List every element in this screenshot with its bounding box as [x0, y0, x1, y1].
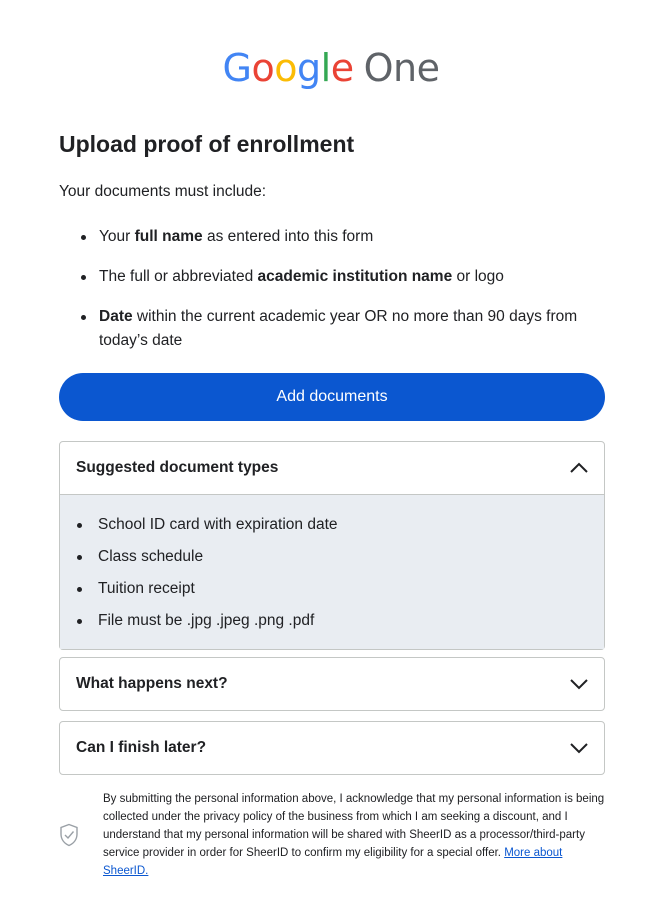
accordion-can-i-finish-later [59, 721, 605, 775]
logo-letter-o1: o [251, 46, 275, 90]
intro-text: Your documents must include: [59, 183, 267, 200]
accordion-title: Suggested document types [76, 459, 279, 476]
list-item: Tuition receipt [76, 573, 588, 605]
logo-letter-l: l [320, 46, 331, 90]
logo-letter-e: e [330, 46, 354, 90]
page-title: Upload proof of enrollment [59, 131, 355, 157]
consent-text: By submitting the personal information above, I acknowledge that my personal information is being collected under the privacy policy of the business from which I am seeking a discount, and I understand that my personal information will be shared with SheerID as a processor/third-party service provider in order for SheerID to confirm my eligibility for a special offer. More about SheerID. [103, 793, 605, 877]
consent-notice [59, 790, 605, 880]
accordion-title: What happens next? [76, 675, 228, 692]
more-about-sheerid-link[interactable]: More about SheerID. [103, 847, 563, 877]
accordion-what-happens-next [59, 657, 605, 711]
chevron-down-icon[interactable] [568, 673, 590, 695]
shield-check-icon [59, 790, 103, 880]
requirements-list [59, 225, 611, 369]
accordion-header-what-happens-next[interactable] [60, 658, 604, 710]
requirement-full-name: Your full name as entered into this form [59, 225, 611, 249]
logo-product-name: One [363, 46, 440, 90]
requirement-institution-name: The full or abbreviated academic institution name or logo [59, 265, 611, 289]
logo-letter-g: G [222, 46, 252, 90]
list-item: Class schedule [76, 541, 588, 573]
add-documents-button[interactable]: Add documents [59, 373, 605, 421]
chevron-up-icon[interactable] [568, 457, 590, 479]
document-types-list [76, 509, 588, 637]
requirement-date: Date within the current academic year OR no more than 90 days from today’s date [59, 305, 611, 353]
accordion-header-suggested-document-types[interactable] [60, 442, 604, 494]
logo-letter-g2: g [297, 46, 321, 90]
accordion-body [60, 494, 604, 649]
logo-letter-o2: o [274, 46, 297, 90]
accordion-header-can-i-finish-later[interactable] [60, 722, 604, 774]
list-item: School ID card with expiration date [76, 509, 588, 541]
accordion-title: Can I finish later? [76, 739, 207, 756]
google-one-logo [0, 44, 662, 92]
accordion-suggested-document-types [59, 441, 605, 650]
chevron-down-icon[interactable] [568, 737, 590, 759]
list-item: File must be .jpg .jpeg .png .pdf [76, 605, 588, 637]
